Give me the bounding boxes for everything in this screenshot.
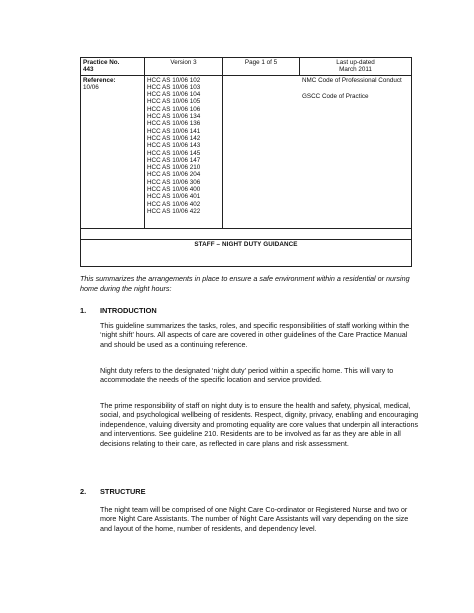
hcc-code: HCC AS 10/06 145 (147, 149, 201, 157)
spacer-cell (81, 228, 412, 239)
hcc-code: HCC AS 10/06 142 (147, 134, 201, 142)
hcc-code: HCC AS 10/06 105 (147, 98, 201, 106)
reference-label: Reference: (83, 76, 116, 84)
paragraph: Night duty refers to the designated ‘night duty’ period within a specific home. This will vary to accommodate the needs of the specific location and service provided. (100, 366, 394, 385)
section-number: 2. (80, 487, 87, 496)
last-updated-label: Last up-dated (336, 59, 375, 66)
paragraph: This guideline summarizes the tasks, roles, and specific responsibilities of staff working within the ‘night shift’ hours. All aspects of care are covered in other guidelines of the Care Practice Manual and should be used as a continuing reference. (100, 321, 410, 349)
section-number: 1. (80, 306, 87, 315)
hcc-code: HCC AS 10/06 104 (147, 91, 201, 99)
codes-of-practice-cell (223, 75, 412, 228)
section-heading-structure (80, 487, 146, 496)
paragraph: The prime responsibility of staff on night duty is to ensure the health and safety, physical, medical, social, and psychological wellbeing of residents. Respect, dignity, privacy, enabling and encouraging independence, valuing diversity and promoting equality are core values that underpin all interactions and interventions. See guideline 210. Residents are to be involved as far as they are able in all decisions relating to their care, as reflected in care plans and risk assessment. (100, 401, 419, 448)
document-title: STAFF – NIGHT DUTY GUIDANCE (81, 239, 412, 266)
hcc-code: HCC AS 10/06 141 (147, 127, 201, 135)
gscc-code: GSCC Code of Practice (302, 92, 369, 100)
hcc-code: HCC AS 10/06 106 (147, 105, 201, 113)
page-cell (223, 58, 300, 76)
header-row-top (81, 58, 412, 76)
hcc-code: HCC AS 10/06 204 (147, 171, 201, 179)
nmc-code: NMC Code of Professional Conduct (302, 76, 402, 84)
header-title-row (81, 239, 412, 266)
hcc-code: HCC AS 10/06 422 (147, 207, 201, 215)
hcc-code: HCC AS 10/06 401 (147, 193, 201, 201)
version-cell (145, 58, 223, 76)
practice-number-cell (81, 58, 145, 76)
hcc-code: HCC AS 10/06 210 (147, 164, 201, 172)
practice-label: Practice No. (83, 59, 120, 66)
section-title: INTRODUCTION (100, 306, 157, 315)
intro-text: This summarizes the arrangements in place to ensure a safe environment within a residential or nursing home during the night hours: (80, 274, 410, 293)
paragraph: The night team will be comprised of one Night Care Co-ordinator or Registered Nurse and two or more Night Care Assistants. The number of Night Care Assistants will vary depending on the size and layout of the home, number of residents, and dependency level. (100, 505, 409, 533)
hcc-code: HCC AS 10/06 306 (147, 178, 201, 186)
hcc-code: HCC AS 10/06 134 (147, 113, 201, 121)
header-row-references (81, 75, 412, 228)
hcc-code: HCC AS 10/06 102 (147, 76, 201, 84)
hcc-code: HCC AS 10/06 103 (147, 83, 201, 91)
version-text: Version 3 (170, 59, 197, 66)
hcc-code: HCC AS 10/06 136 (147, 120, 201, 128)
hcc-code: HCC AS 10/06 147 (147, 156, 201, 164)
reference-number: 10/06 (83, 83, 99, 91)
last-updated-date: March 2011 (339, 66, 372, 74)
hcc-code: HCC AS 10/06 400 (147, 186, 201, 194)
header-table (80, 57, 412, 267)
page-text: Page 1 of 5 (244, 59, 278, 66)
hcc-code: HCC AS 10/06 402 (147, 200, 201, 208)
practice-number: 443 (83, 66, 94, 74)
reference-cell (81, 75, 145, 228)
hcc-codes-cell (145, 75, 223, 228)
header-spacer-row (81, 228, 412, 239)
section-title: STRUCTURE (100, 487, 146, 496)
section-heading-introduction (80, 306, 157, 315)
hcc-code: HCC AS 10/06 143 (147, 142, 201, 150)
last-updated-cell (300, 58, 412, 76)
